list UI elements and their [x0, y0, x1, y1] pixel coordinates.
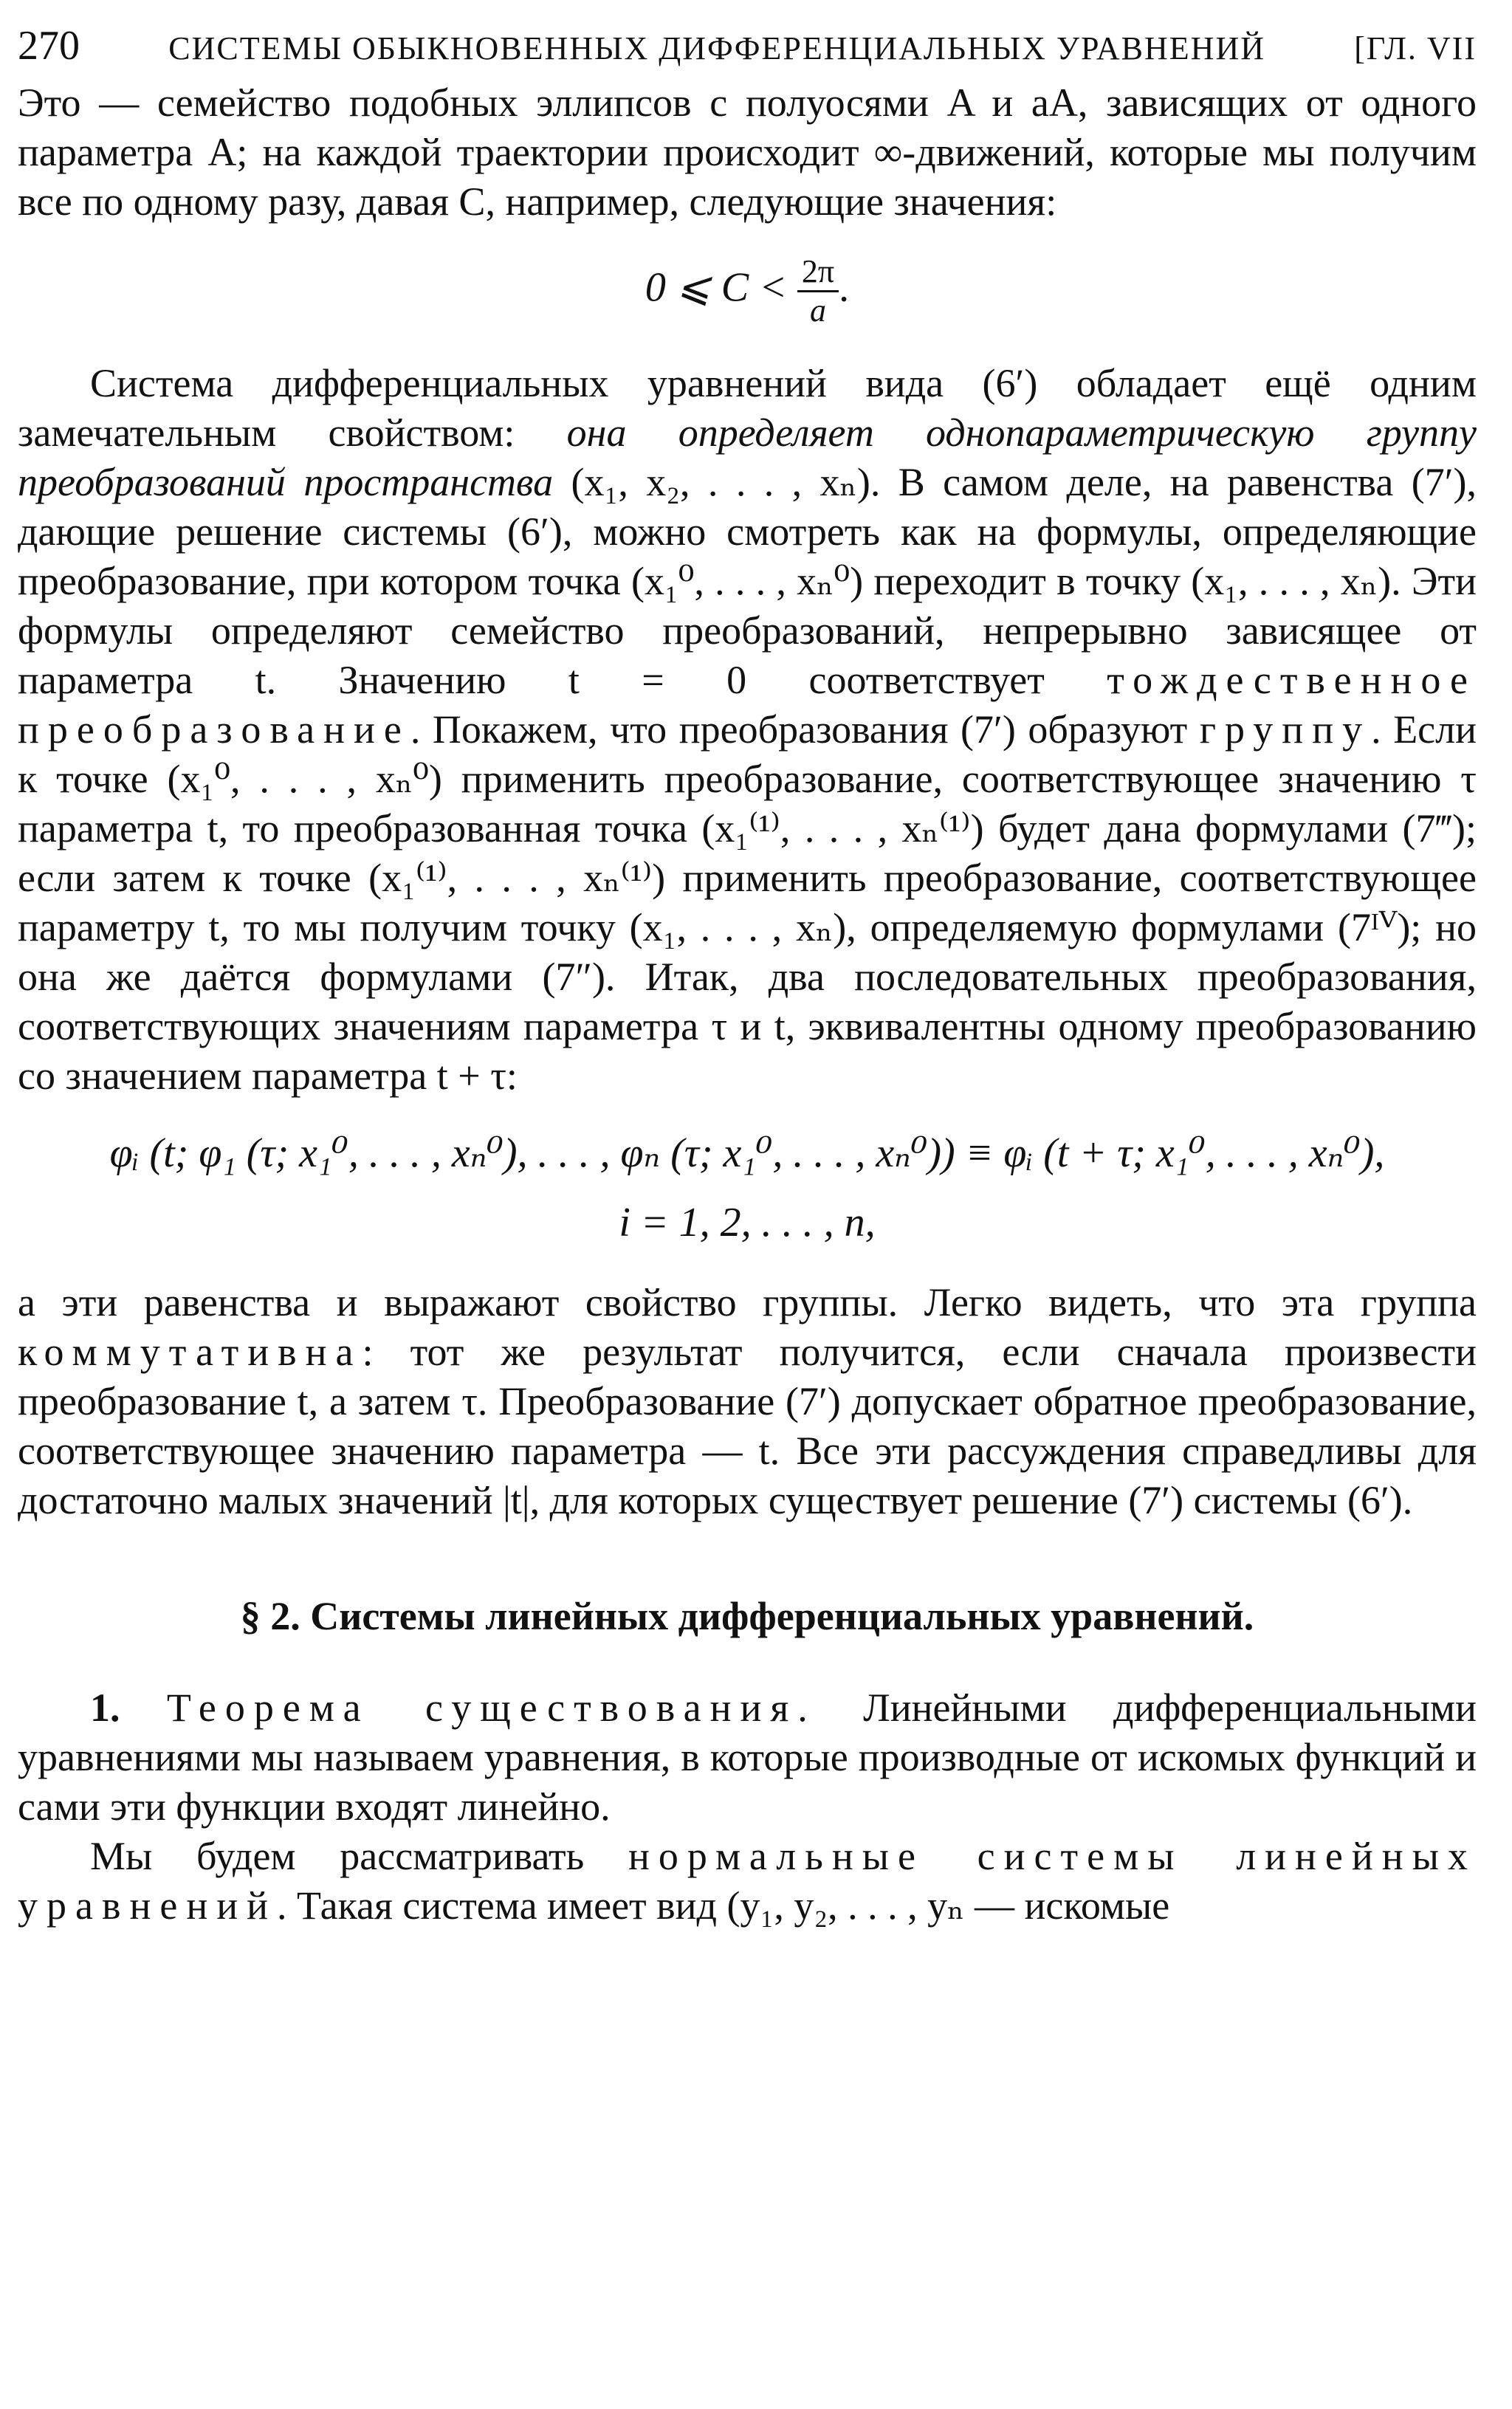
text-run: Система дифференциальных уравнений вида (6′) обладает ещё одним замечательным свойством: — [18, 361, 1477, 455]
formula-index-range: i = 1, 2, . . . , n, — [619, 1200, 876, 1245]
paragraph-ellipses: Это — семейство подобных эллипсов с полуосями A и aA, зависящих от одного параметра A; на каждой траектории происходит ∞-движений, которые мы получим все по одному разу, давая C, например, следующие значения: — [18, 80, 1477, 224]
text-run: . Такая система имеет вид (y₁, y₂, . . . , yₙ — искомые — [277, 1883, 1170, 1928]
formula-c-range-tail: . — [839, 264, 850, 311]
paragraph-group-property — [18, 359, 1477, 1101]
formula-c-range-left: 0 ⩽ C < — [645, 264, 797, 311]
paragraph-existence-theorem — [18, 1683, 1477, 1832]
section-title: § 2. Системы линейных дифференциальных уравнений. — [240, 1594, 1254, 1638]
chapter-reference: [ГЛ. VII — [1354, 30, 1477, 66]
text-run: Линейными дифференциальными уравнениями мы называем уравнения, в которые производные от искомых функций и сами эти функции входят линейно. — [18, 1685, 1477, 1829]
text-run: : тот же результат получится, если сначала произвести преобразование t, а затем τ. Преобразование (7′) допускает обратное преобразование, соответствующее значению параметра — t. Все эти рассуждения справедливы для достаточно малых значений |t|, для которых существует решение (7′) системы (6′). — [18, 1330, 1477, 1522]
subsection-lead: Теорема существования. — [166, 1685, 817, 1730]
subsection-number: 1. — [90, 1685, 120, 1730]
text-run: (x₁, x₂, . . . , xₙ). В самом деле, на равенства (7′), дающие решение системы (6′), можно смотреть как на формулы, определяющие преобразование, при котором точка (x₁⁰, . . . , xₙ⁰) переходит в точку (x₁, . . . , xₙ). Эти формулы определяют семейство преобразований, непрерывно зависящее от параметра t. Значению t = 0 соответствует — [18, 460, 1477, 702]
paragraph-commutative — [18, 1278, 1477, 1525]
text-run: . Покажем, что преобразования (7′) образуют — [410, 707, 1200, 752]
text-run: . Если к точке (x₁⁰, . . . , xₙ⁰) применить преобразование, соответствующее значению τ параметра t, то преобразованная точка (x₁⁽¹⁾, . . . , xₙ⁽¹⁾) будет дана формулами (7‴); если затем к точке (x₁⁽¹⁾, . . . , xₙ⁽¹⁾) применить преобразование, соответствующее параметру t, то мы получим точку (x₁, . . . , xₙ), определяемую формулами (7ᴵⱽ); но она же даётся формулами (7″). Итак, два последовательных преобразования, соответствующих значениям параметра τ и t, эквивалентны одному преобразованию со значением параметра t + τ: — [18, 707, 1477, 1098]
formula-c-range — [18, 253, 1477, 329]
spaced-term-group: группу — [1199, 707, 1372, 752]
spaced-term-identity: тождественное преобразование — [18, 658, 1477, 752]
text-run: а эти равенства и выражают свойство группы. Легко видеть, что эта группа — [18, 1280, 1477, 1324]
fraction-2pi-over-a — [797, 253, 839, 329]
formula-group-identity: φᵢ (t; φ₁ (τ; x₁⁰, . . . , xₙ⁰), . . . , φₙ (τ; x₁⁰, . . . , xₙ⁰)) ≡ φᵢ (t + τ; x₁⁰, . . . , xₙ⁰), — [109, 1130, 1385, 1176]
spaced-term-normal-systems: нормальные системы линейных уравнений — [18, 1834, 1477, 1928]
paragraph-normal-systems — [18, 1832, 1477, 1931]
fraction-numerator: 2π — [797, 253, 839, 292]
page-header — [18, 22, 1477, 78]
running-head: СИСТЕМЫ ОБЫКНОВЕННЫХ ДИФФЕРЕНЦИАЛЬНЫХ УРАВНЕНИЙ — [168, 30, 1265, 66]
spaced-term-commutative: коммутативна — [18, 1330, 362, 1374]
text-run: Мы будем рассматривать — [90, 1834, 628, 1878]
fraction-denominator: a — [810, 292, 827, 329]
italic-statement: она определяет однопараметрическую группу преобразований пространства — [18, 410, 1477, 504]
page-number: 270 — [18, 23, 80, 69]
